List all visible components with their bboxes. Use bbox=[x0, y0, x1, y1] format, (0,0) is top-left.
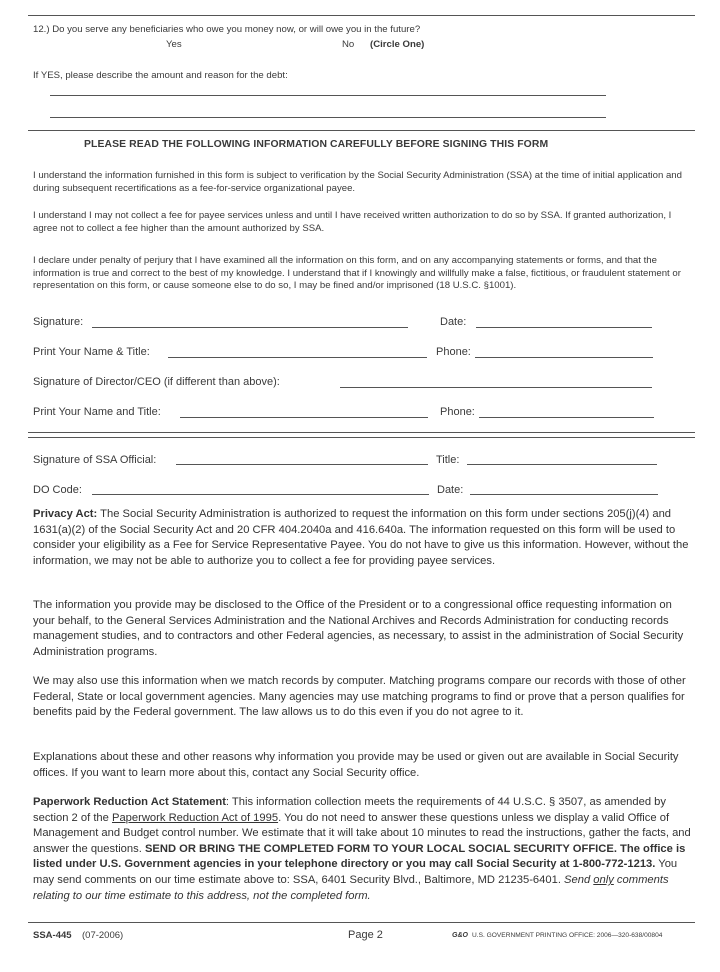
pra-label: Paperwork Reduction Act Statement bbox=[33, 796, 226, 808]
form-date: (07-2006) bbox=[82, 930, 124, 941]
page-number: Page 2 bbox=[348, 929, 383, 941]
phone-2-line[interactable] bbox=[479, 417, 654, 418]
question-12: 12.) Do you serve any beneficiaries who owe you money now, or will owe you in the future? bbox=[33, 24, 421, 35]
paragraph-verification: I understand the information furnished in this form is subject to verification by the Social Security Administration (SSA) at the time of initial application and during subsequent recertifications as a fee-for-service organizational payee. bbox=[33, 170, 682, 194]
signature-line[interactable] bbox=[92, 327, 408, 328]
matching-paragraph: We may also use this information when we match records by computer. Matching programs compare our records with those of other Federal, State or local government agencies. Many agencies may use matching programs to find or prove that a person qualifies for benefits paid by the Federal government. The law allows us to do this even if you do not agree to it. bbox=[33, 675, 686, 719]
gpo-imprint: U.S. GOVERNMENT PRINTING OFFICE: 2006—320-638/00804 bbox=[472, 932, 663, 939]
pra-bold-instructions: SEND OR BRING THE COMPLETED FORM TO YOUR LOCAL SOCIAL SECURITY OFFICE. The office is listed under U.S. Government agencies in your telephone directory or you may call Social Security at 1-800-772-1213. bbox=[33, 842, 686, 871]
section-rule bbox=[28, 130, 695, 131]
print-name-title-2-label: Print Your Name and Title: bbox=[33, 406, 161, 418]
phone-2-label: Phone: bbox=[440, 406, 475, 418]
circle-one-note: (Circle One) bbox=[370, 39, 425, 50]
title-label: Title: bbox=[436, 454, 460, 466]
paragraph-fee-authorization: I understand I may not collect a fee for payee services unless and until I have received written authorization to do so by SSA. If granted authorization, I agree not to collect a fee higher than the amount authorized by SSA. bbox=[33, 210, 672, 234]
privacy-act-label: Privacy Act: bbox=[33, 508, 98, 520]
print-name-title-line[interactable] bbox=[168, 357, 427, 358]
ssa-official-signature-label: Signature of SSA Official: bbox=[33, 454, 157, 466]
option-yes[interactable]: Yes bbox=[166, 39, 182, 50]
title-line[interactable] bbox=[467, 464, 657, 465]
paperwork-reduction-paragraph bbox=[33, 795, 695, 904]
signature-label: Signature: bbox=[33, 316, 84, 328]
pra-text-2: . You do not need to answer these questions unless we display a valid Office of Management and Budget control number. We estimate that it will take about 10 minutes to read the instructions, gather the facts, and answer the questions. bbox=[33, 811, 691, 855]
double-rule-top bbox=[28, 432, 695, 433]
disclosure-paragraph: The information you provide may be disclosed to the Office of the President or to a congressional office requesting information on your behalf, to the General Services Administration and the National Archives and Records Administration for conducting records management studies, and to contractors and other Federal agencies, as necessary, to assist in the administration of Social Security Administration programs. bbox=[33, 599, 684, 658]
date-2-label: Date: bbox=[437, 484, 464, 496]
ssa-official-signature-line[interactable] bbox=[176, 464, 428, 465]
footer-rule bbox=[28, 922, 695, 923]
date-2-line[interactable] bbox=[470, 494, 658, 495]
pra-italic-only: only bbox=[593, 873, 614, 886]
do-code-line[interactable] bbox=[92, 494, 429, 495]
privacy-act-text: The Social Security Administration is authorized to request the information on this form under sections 205(j)(4) and 1631(a)(2) of the Social Security Act and 20 CFR 404.2040a and 416.640a. The information requested on this form will be used to consider your eligibility as a Fee for Service Representative Payee. You do not have to give us this information. However, without the information, we may not be able to authorize you to collect a fee for providing payee services. bbox=[33, 508, 689, 567]
date-label: Date: bbox=[440, 316, 467, 328]
director-signature-label: Signature of Director/CEO (if different than above): bbox=[33, 376, 280, 388]
double-rule-bottom bbox=[28, 437, 695, 438]
paragraph-perjury: I declare under penalty of perjury that I have examined all the information on this form, and on any accompanying statements or forms, and that the information is true and correct to the best of my knowledge. I understand that if I knowingly and willfully make a false, fictitious, or fraudulent statement or representation on this form, or cause someone else to do so, I may be fined and/or imprisoned (18 U.S.C. §1001). bbox=[33, 255, 681, 291]
print-name-title-2-line[interactable] bbox=[180, 417, 428, 418]
print-name-title-label: Print Your Name & Title: bbox=[33, 346, 150, 358]
gpo-logo-icon: G&O bbox=[452, 932, 468, 939]
explanations-paragraph: Explanations about these and other reasons why information you provide may be used or given out are available in Social Security offices. If you want to learn more about this, contact any Social Security office. bbox=[33, 751, 679, 779]
pra-text-1: : This information collection meets the requirements of 44 U.S.C. § 3507, as amended by section 2 of the bbox=[33, 796, 666, 824]
debt-description-line-2[interactable] bbox=[50, 117, 606, 118]
if-yes-prompt: If YES, please describe the amount and reason for the debt: bbox=[33, 70, 288, 81]
director-signature-line[interactable] bbox=[340, 387, 652, 388]
pra-text-3: You may send comments on our time estimate above to: SSA, 6401 Security Blvd., Baltimore, MD 21235-6401. bbox=[33, 858, 678, 886]
pra-italic-2: comments relating to our time estimate to this address, not the completed form. bbox=[33, 873, 669, 902]
section-heading: PLEASE READ THE FOLLOWING INFORMATION CAREFULLY BEFORE SIGNING THIS FORM bbox=[84, 139, 549, 150]
form-number: SSA-445 bbox=[33, 930, 72, 941]
option-no[interactable]: No bbox=[342, 39, 355, 50]
top-rule bbox=[28, 15, 695, 16]
date-line[interactable] bbox=[476, 327, 652, 328]
phone-label: Phone: bbox=[436, 346, 471, 358]
do-code-label: DO Code: bbox=[33, 484, 82, 496]
pra-act-link[interactable]: Paperwork Reduction Act of 1995 bbox=[112, 811, 279, 824]
pra-italic-1: Send bbox=[564, 873, 594, 886]
debt-description-line-1[interactable] bbox=[50, 95, 606, 96]
privacy-act-paragraph bbox=[33, 507, 695, 569]
phone-line[interactable] bbox=[475, 357, 653, 358]
